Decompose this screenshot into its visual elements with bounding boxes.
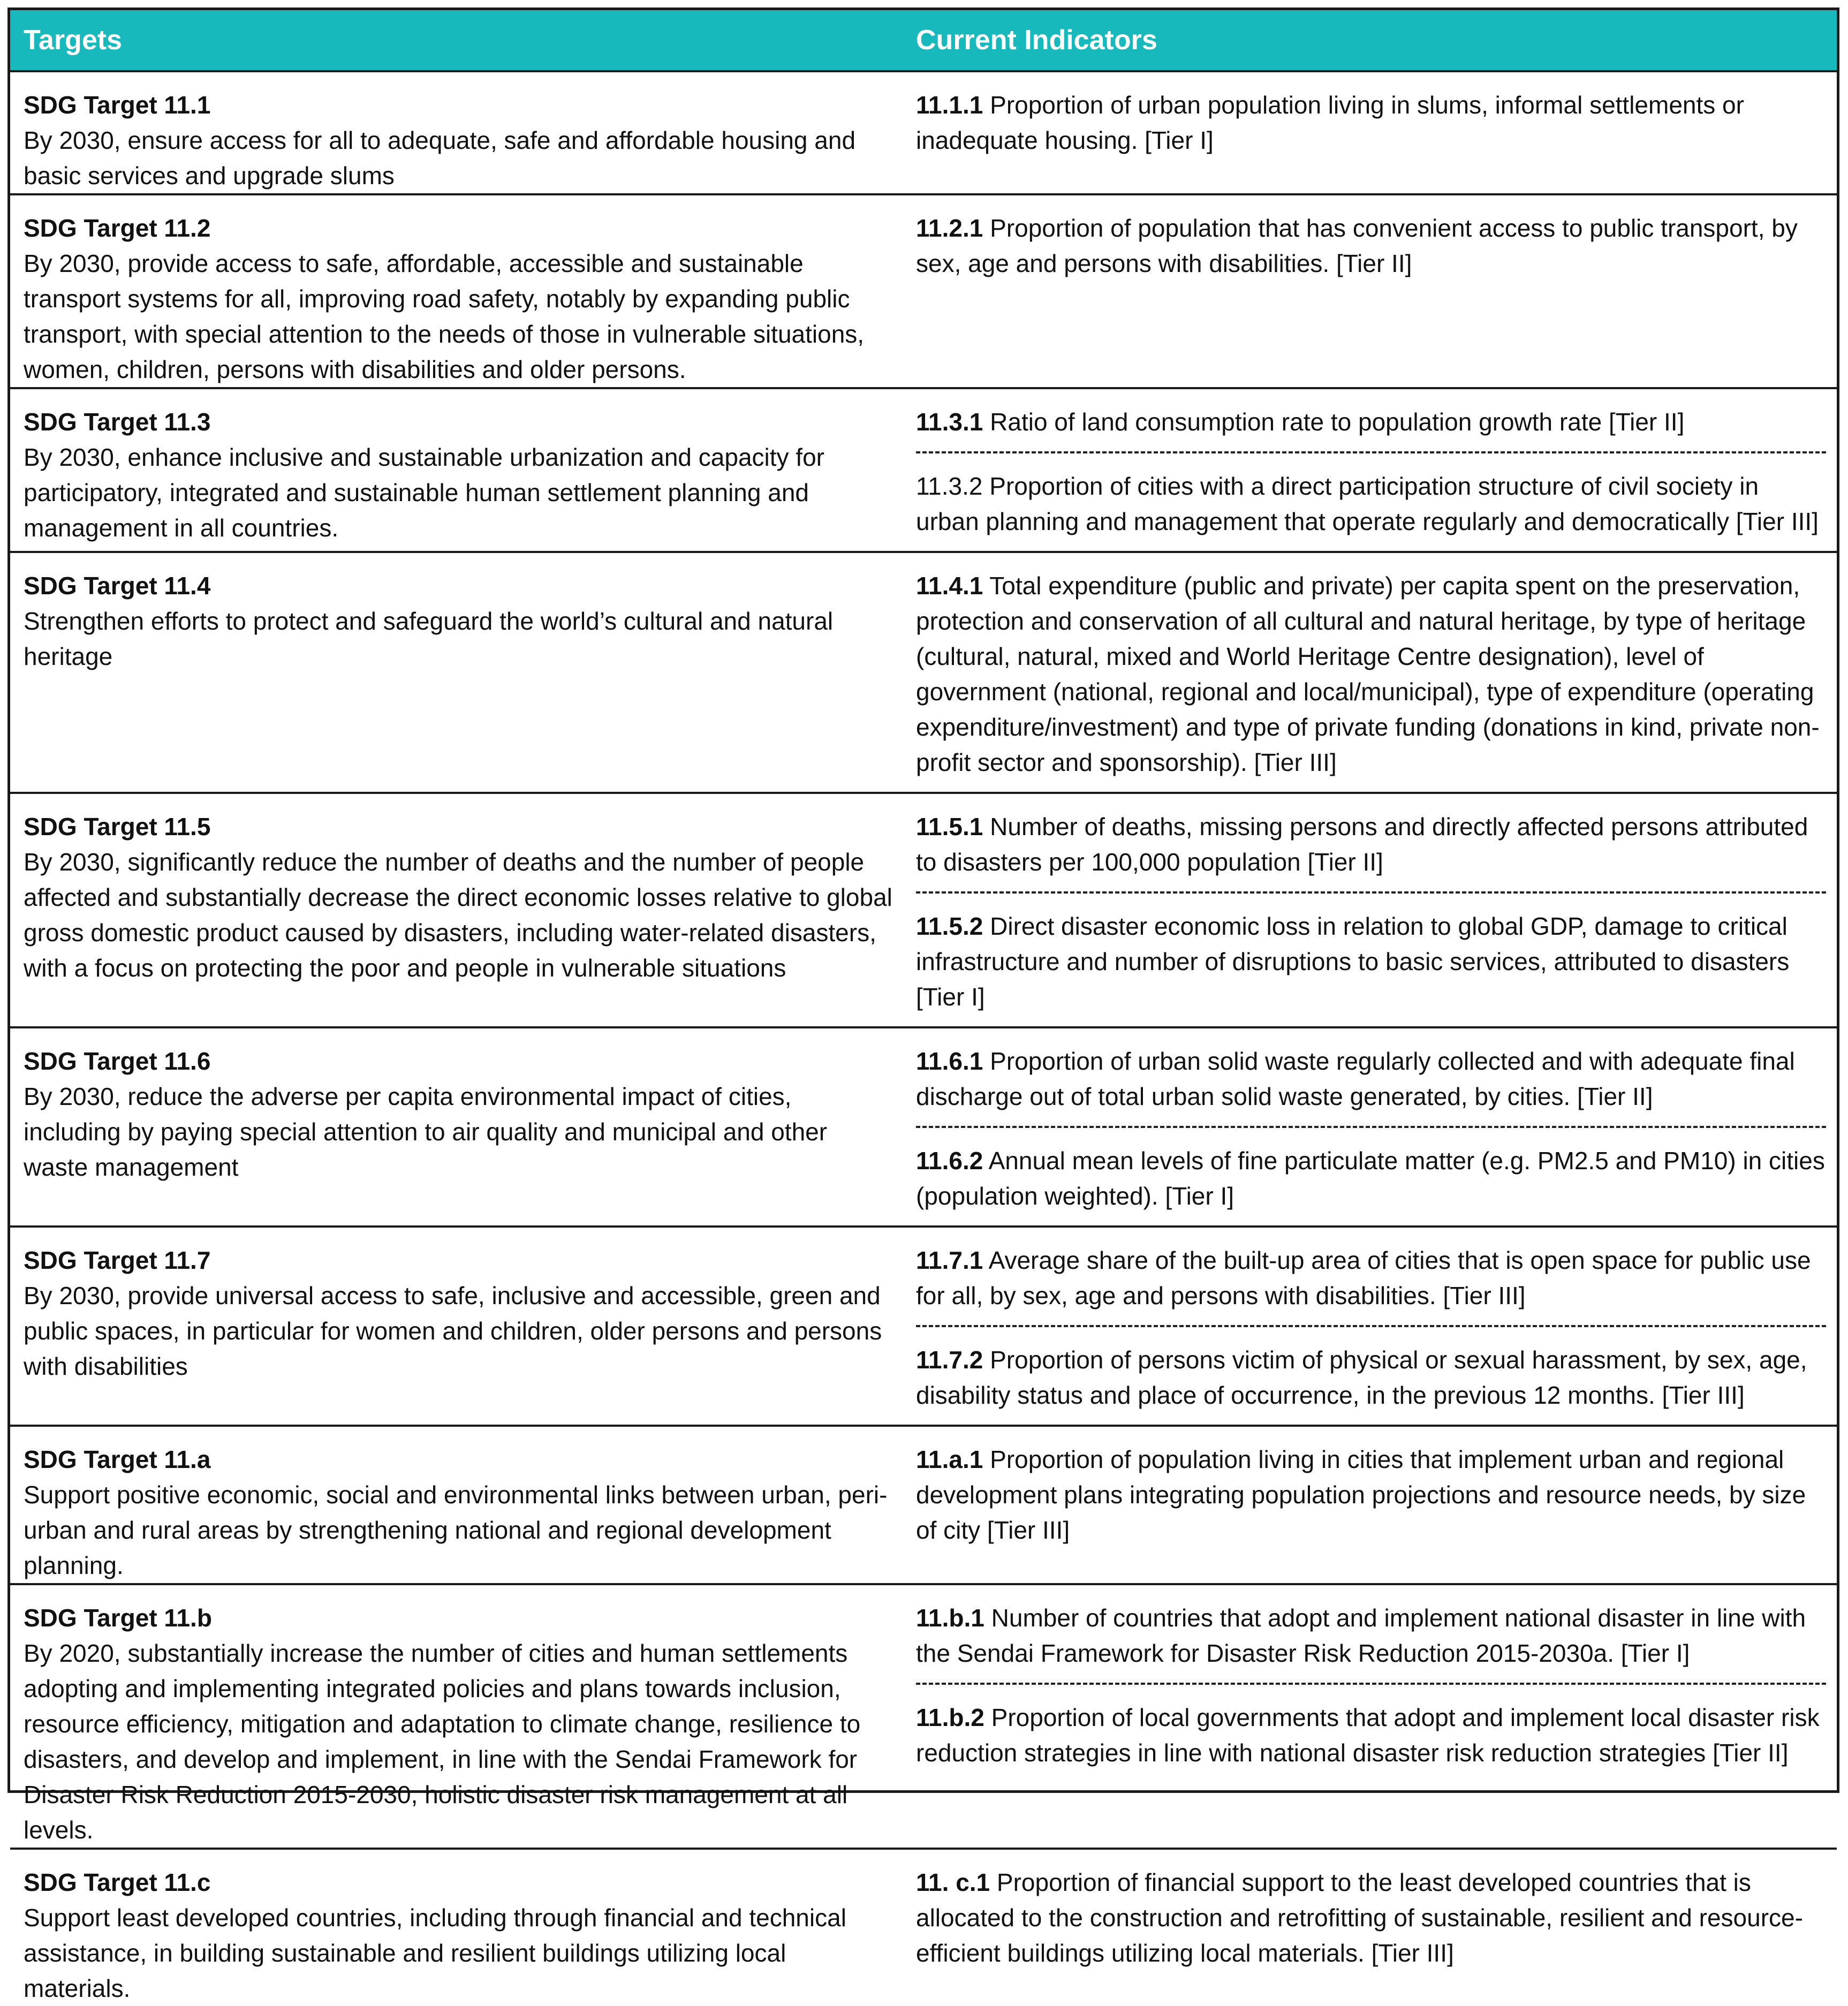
target-title: SDG Target 11.b <box>24 1604 212 1632</box>
table-row <box>10 388 1837 552</box>
indicator-text: Average share of the built-up area of cities that is open space for public use for all, by sex, age and persons with disabilities. [Tier III] <box>916 1246 1811 1309</box>
indicator-item <box>916 1325 1826 1425</box>
indicator-text: Number of deaths, missing persons and directly affected persons attributed to disasters per 100,000 population [Tier II] <box>916 813 1808 876</box>
target-cell <box>10 194 904 388</box>
target-description: By 2020, substantially increase the number of cities and human settlements adopting and implementing integrated policies and plans towards inclusion, resource efficiency, mitigation and adaptation to climate change, resilience to disasters, and develop and implement, in line with the Sendai Framework for Disaster Risk Reduction 2015-2030, holistic disaster risk management at all levels. <box>24 1639 861 1844</box>
indicator-item <box>916 794 1826 891</box>
table-row <box>10 71 1837 194</box>
indicator-code: 11.b.1 <box>916 1604 984 1632</box>
indicator-cell <box>904 1426 1837 1584</box>
indicator-item <box>916 195 1826 293</box>
table-row <box>10 1584 1837 1849</box>
indicator-code: 11.2.1 <box>916 214 983 242</box>
indicator-cell <box>904 194 1837 388</box>
target-cell <box>10 1584 904 1849</box>
indicator-item <box>916 1585 1826 1683</box>
table-row <box>10 1027 1837 1227</box>
indicator-code: 11.5.1 <box>916 813 983 841</box>
table-row <box>10 1849 1837 2006</box>
indicator-cell <box>904 1849 1837 2006</box>
indicator-item <box>916 891 1826 1026</box>
indicator-item <box>916 451 1826 551</box>
table-row <box>10 194 1837 388</box>
target-description: Support positive economic, social and environmental links between urban, peri-urban and rural areas by strengthening national and regional development planning. <box>24 1481 888 1579</box>
indicator-text: Proportion of cities with a direct participation structure of civil society in urban planning and management that operate regularly and democratically [Tier III] <box>916 472 1819 535</box>
target-description: By 2030, enhance inclusive and sustainable urbanization and capacity for participatory, integrated and sustainable human settlement planning and management in all countries. <box>24 443 824 542</box>
indicator-code: 11.b.2 <box>916 1704 984 1731</box>
indicator-item <box>916 1427 1826 1560</box>
target-cell <box>10 71 904 194</box>
indicator-item <box>916 1683 1826 1782</box>
target-cell <box>10 1849 904 2006</box>
table-row <box>10 552 1837 793</box>
indicator-code: 11.7.1 <box>916 1246 983 1274</box>
indicator-item <box>916 389 1826 451</box>
target-description: Strengthen efforts to protect and safeguard the world’s cultural and natural heritage <box>24 607 834 670</box>
sdg-table-frame <box>7 7 1839 2002</box>
indicator-item <box>916 1028 1826 1126</box>
target-description: Support least developed countries, including through financial and technical assistance, in building sustainable and resilient buildings utilizing local materials. <box>24 1904 846 2002</box>
table-body <box>10 71 1837 2006</box>
indicators-column-header: Current Indicators <box>904 10 1837 71</box>
target-description: By 2030, provide access to safe, affordable, accessible and sustainable transport systems for all, improving road safety, notably by expanding public transport, with special attention to the needs of those in vulnerable situations, women, children, persons with disabilities and older persons. <box>24 249 865 383</box>
target-title: SDG Target 11.7 <box>24 1246 211 1274</box>
table-header-row <box>10 10 1837 71</box>
indicator-text: Direct disaster economic loss in relation to global GDP, damage to critical infrastructure and number of disruptions to basic services, attributed to disasters [Tier I] <box>916 912 1790 1011</box>
indicator-item <box>916 1126 1826 1225</box>
indicator-code: 11.6.1 <box>916 1047 983 1075</box>
indicator-text: Total expenditure (public and private) per capita spent on the preservation, protection and conservation of all cultural and natural heritage, by type of heritage (cultural, natural, mixed and World Heritage Centre designation), level of government (national, regional and local/municipal), type of expenditure (operating expenditure/investment) and type of private funding (donations in kind, private non-profit sector and sponsorship). [Tier III] <box>916 572 1820 776</box>
indicator-text: Proportion of financial support to the least developed countries that is allocated to the construction and retrofitting of sustainable, resilient and resource-efficient buildings utilizing local materials. [Tier III] <box>916 1868 1803 1967</box>
indicator-cell <box>904 552 1837 793</box>
target-title: SDG Target 11.4 <box>24 572 211 600</box>
indicator-code: 11.1.1 <box>916 91 983 119</box>
indicator-cell <box>904 1027 1837 1227</box>
target-description: By 2030, ensure access for all to adequate, safe and affordable housing and basic services and upgrade slums <box>24 126 856 190</box>
indicator-code: 11. c.1 <box>916 1868 990 1896</box>
targets-column-header: Targets <box>10 10 904 71</box>
indicator-code: 11.a.1 <box>916 1445 983 1473</box>
target-cell <box>10 1426 904 1584</box>
indicator-code: 11.5.2 <box>916 912 983 940</box>
indicator-code: 11.4.1 <box>916 572 983 600</box>
indicator-text: Number of countries that adopt and implement national disaster in line with the Sendai Framework for Disaster Risk Reduction 2015-2030a. [Tier I] <box>916 1604 1806 1667</box>
indicator-item <box>916 1228 1826 1325</box>
target-description: By 2030, significantly reduce the number of deaths and the number of people affected and substantially decrease the direct economic losses relative to global gross domestic product caused by disasters, including water-related disasters, with a focus on protecting the poor and people in vulnerable situations <box>24 848 892 982</box>
target-title: SDG Target 11.5 <box>24 813 211 841</box>
indicator-cell <box>904 1227 1837 1426</box>
indicator-text: Proportion of urban population living in slums, informal settlements or inadequate housing. [Tier I] <box>916 91 1744 154</box>
target-title: SDG Target 11.c <box>24 1868 211 1896</box>
target-title: SDG Target 11.6 <box>24 1047 211 1075</box>
indicator-cell <box>904 388 1837 552</box>
indicator-text: Proportion of population living in cities that implement urban and regional development plans integrating population projections and resource needs, by size of city [Tier III] <box>916 1445 1806 1544</box>
target-title: SDG Target 11.a <box>24 1445 211 1473</box>
indicator-text: Proportion of persons victim of physical or sexual harassment, by sex, age, disability status and place of occurrence, in the previous 12 months. [Tier III] <box>916 1346 1807 1409</box>
indicator-cell <box>904 71 1837 194</box>
indicator-text: Ratio of land consumption rate to population growth rate [Tier II] <box>983 408 1685 436</box>
target-cell <box>10 793 904 1027</box>
target-description: By 2030, provide universal access to safe, inclusive and accessible, green and public spaces, in particular for women and children, older persons and persons with disabilities <box>24 1282 882 1380</box>
indicator-code: 11.7.2 <box>916 1346 983 1374</box>
target-title: SDG Target 11.3 <box>24 408 211 436</box>
indicator-text: Annual mean levels of fine particulate matter (e.g. PM2.5 and PM10) in cities (population weighted). [Tier I] <box>916 1147 1825 1210</box>
target-cell <box>10 552 904 793</box>
indicator-item <box>916 553 1826 792</box>
indicator-cell <box>904 1584 1837 1849</box>
target-title: SDG Target 11.2 <box>24 214 211 242</box>
sdg-targets-table <box>10 10 1837 2006</box>
target-cell <box>10 1227 904 1426</box>
indicator-cell <box>904 793 1837 1027</box>
target-cell <box>10 1027 904 1227</box>
indicator-code: 11.6.2 <box>916 1147 983 1175</box>
indicator-code: 11.3.1 <box>916 408 983 436</box>
indicator-item <box>916 72 1826 170</box>
indicator-code: 11.3.2 <box>916 472 983 500</box>
target-description: By 2030, reduce the adverse per capita environmental impact of cities, including by paying special attention to air quality and municipal and other waste management <box>24 1083 828 1181</box>
indicator-item <box>916 1850 1826 1982</box>
target-title: SDG Target 11.1 <box>24 91 211 119</box>
table-row <box>10 1227 1837 1426</box>
table-row <box>10 793 1837 1027</box>
indicator-text: Proportion of population that has convenient access to public transport, by sex, age and persons with disabilities. [Tier II] <box>916 214 1798 277</box>
target-cell <box>10 388 904 552</box>
table-row <box>10 1426 1837 1584</box>
indicator-text: Proportion of urban solid waste regularly collected and with adequate final discharge out of total urban solid waste generated, by cities. [Tier II] <box>916 1047 1795 1110</box>
indicator-text: Proportion of local governments that adopt and implement local disaster risk reduction strategies in line with national disaster risk reduction strategies [Tier II] <box>916 1704 1820 1767</box>
